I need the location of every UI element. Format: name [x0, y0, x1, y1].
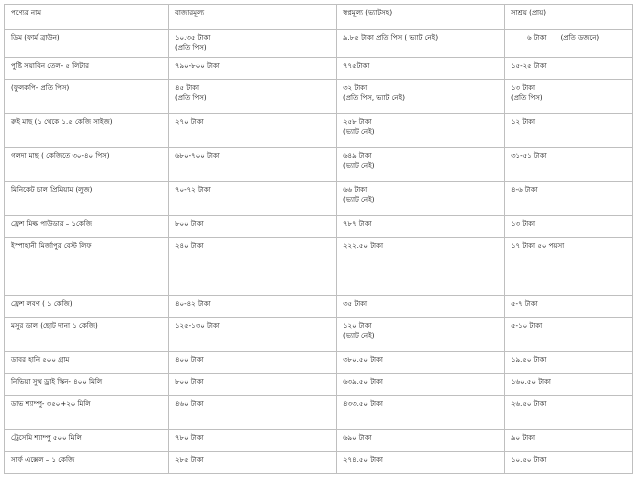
swapno-price-cell	[337, 352, 505, 374]
table-row	[5, 182, 633, 216]
savings-amount-cell	[505, 318, 633, 352]
market-price: (প্রতি পিস)	[175, 94, 207, 102]
swapno-price: ৪৩৩.৫০ টাকা	[343, 400, 383, 408]
table-row	[5, 114, 633, 148]
market-price-cell	[169, 30, 337, 58]
savings-amount: ১৫-২৫ টাকা	[511, 62, 547, 70]
swapno-price-cell	[337, 396, 505, 430]
header-product: পণ্যের নাম	[5, 5, 169, 30]
table-row	[5, 148, 633, 182]
market-price-cell	[169, 318, 337, 352]
swapno-price: ৩২ টাকা	[343, 84, 368, 92]
swapno-price-cell	[337, 238, 505, 296]
market-price: ২৭০ টাকা	[175, 118, 204, 126]
market-price-cell	[169, 396, 337, 430]
product-name: সার্ফ এক্সেল – ১ কেজি	[5, 452, 169, 474]
swapno-price: ২৭৪.৫০ টাকা	[343, 456, 383, 464]
table-row	[5, 318, 633, 352]
swapno-price: ২২২.৫০ টাকা	[343, 242, 383, 250]
savings-amount-cell	[505, 80, 633, 114]
swapno-price: ৯.৮৫ টাকা প্রতি পিস ( ভ্যাট নেই)	[343, 34, 439, 42]
product-name: গলদা মাছ ( কেজিতে ৩০-৪০ পিস)	[5, 148, 169, 182]
savings-amount: ৩১-৫১ টাকা	[511, 152, 547, 160]
savings-amount-cell	[505, 114, 633, 148]
savings-amount: ১৯.৫০ টাকা	[511, 356, 547, 364]
market-price-cell	[169, 452, 337, 474]
swapno-price: ৩৮০.৫০ টাকা	[343, 356, 383, 364]
market-price-cell	[169, 58, 337, 80]
swapno-price-cell	[337, 374, 505, 396]
savings-amount-cell	[505, 30, 633, 58]
table-row	[5, 58, 633, 80]
savings-amount-cell	[505, 352, 633, 374]
table-row	[5, 396, 633, 430]
swapno-price: (ভ্যাট নেই)	[343, 332, 375, 340]
swapno-price-cell	[337, 318, 505, 352]
swapno-price-cell	[337, 452, 505, 474]
savings-amount: ১৩ টাকা	[511, 220, 536, 228]
swapno-price-cell	[337, 296, 505, 318]
swapno-price: ৭৮৭ টাকা	[343, 220, 372, 228]
table-row	[5, 238, 633, 296]
market-price: ৮০০ টাকা	[175, 220, 204, 228]
market-price-cell	[169, 430, 337, 452]
table-row	[5, 80, 633, 114]
market-price: ২৪০ টাকা	[175, 242, 204, 250]
market-price: ৭৮০ টাকা	[175, 434, 204, 442]
savings-amount-cell	[505, 396, 633, 430]
market-price: ৪০-৪২ টাকা	[175, 300, 211, 308]
swapno-price-cell	[337, 114, 505, 148]
market-price: ৭৯০-৮০০ টাকা	[175, 62, 220, 70]
swapno-price: ৬৬ টাকা	[343, 186, 368, 194]
market-price: ৪৬০ টাকা	[175, 400, 204, 408]
swapno-price: ১২০ টাকা	[343, 322, 372, 330]
market-price: ১২৫-১৩০ টাকা	[175, 322, 220, 330]
savings-amount-cell	[505, 58, 633, 80]
product-name: মিনিকেট চাল প্রিমিয়াম (লুজ)	[5, 182, 169, 216]
savings-amount: ৬ টাকা	[527, 34, 547, 42]
product-name: নিভিয়া সুথ ড্রাই স্কিন- ৪০০ মিলি	[5, 374, 169, 396]
savings-amount-cell	[505, 238, 633, 296]
market-price: ১০.৩৫ টাকা	[175, 34, 211, 42]
product-name: ফ্রেশ মিল্ক পাউডার – ১কেজি	[5, 216, 169, 238]
product-name: ফ্রেশ লবণ ( ১ কেজি)	[5, 296, 169, 318]
product-name: রুই মাছ (১ থেকে ১.৫ কেজি সাইজ)	[5, 114, 169, 148]
savings-amount-cell	[505, 296, 633, 318]
market-price-cell	[169, 238, 337, 296]
savings-amount: ১২ টাকা	[511, 118, 536, 126]
savings-amount: ৫-১০ টাকা	[511, 322, 543, 330]
swapno-price: ৬৯০ টাকা	[343, 434, 372, 442]
swapno-price-cell	[337, 30, 505, 58]
table-row	[5, 430, 633, 452]
market-price: ২৮৫ টাকা	[175, 456, 204, 464]
market-price: ৪৫ টাকা	[175, 84, 200, 92]
savings-amount: ২৬.৫০ টাকা	[511, 400, 547, 408]
table-row	[5, 296, 633, 318]
header-market-price: বাজারমূল্য	[169, 5, 337, 30]
market-price-cell	[169, 80, 337, 114]
product-name: ডাবর হানি ৫০০ গ্রাম	[5, 352, 169, 374]
savings-amount: ১৭ টাকা ৫০ পয়সা	[511, 242, 565, 250]
table-row	[5, 352, 633, 374]
savings-amount-cell	[505, 430, 633, 452]
price-comparison-table	[4, 4, 633, 474]
swapno-price: ৩৫ টাকা	[343, 300, 368, 308]
market-price: (প্রতি পিস)	[175, 44, 207, 52]
swapno-price: (ভ্যাট নেই)	[343, 196, 375, 204]
savings-amount: (প্রতি পিস)	[511, 94, 543, 102]
savings-amount-cell	[505, 452, 633, 474]
product-name: ডিম (ফার্ম ব্রাউন)	[5, 30, 169, 58]
swapno-price: ৬৪৯ টাকা	[343, 152, 372, 160]
savings-amount-cell	[505, 182, 633, 216]
table-row	[5, 374, 633, 396]
product-name: ডাভ শ্যাম্পু- ৩৫০+২০ মিলি	[5, 396, 169, 430]
market-price-cell	[169, 296, 337, 318]
savings-amount: ১৬০.৫০ টাকা	[511, 378, 551, 386]
table-row	[5, 452, 633, 474]
header-savings: সাশ্রয় (প্রায়)	[505, 5, 633, 30]
swapno-price: (ভ্যাট নেই)	[343, 162, 375, 170]
market-price-cell	[169, 114, 337, 148]
savings-note: (প্রতি ডজনে)	[560, 34, 600, 42]
swapno-price-cell	[337, 430, 505, 452]
savings-amount-cell	[505, 148, 633, 182]
market-price-cell	[169, 148, 337, 182]
swapno-price-cell	[337, 148, 505, 182]
savings-amount-cell	[505, 374, 633, 396]
table-row	[5, 30, 633, 58]
swapno-price-cell	[337, 58, 505, 80]
product-name: ট্রেসেমি শ্যাম্পু ৫০০ মিলি	[5, 430, 169, 452]
swapno-price-cell	[337, 216, 505, 238]
market-price: ৮০০ টাকা	[175, 378, 204, 386]
swapno-price: ৬৩৯.৫০ টাকা	[343, 378, 383, 386]
savings-amount: ১০.৫০ টাকা	[511, 456, 547, 464]
product-name: (ফুলকপি- প্রতি পিস)	[5, 80, 169, 114]
market-price: ৪০০ টাকা	[175, 356, 204, 364]
swapno-price-cell	[337, 80, 505, 114]
product-name: ইস্পাহানী মির্জাপুর বেস্ট লিফ	[5, 238, 169, 296]
savings-amount: ১৩ টাকা	[511, 84, 536, 92]
table-row	[5, 216, 633, 238]
market-price: ৬৮০-৭০০ টাকা	[175, 152, 220, 160]
savings-amount-cell	[505, 216, 633, 238]
market-price-cell	[169, 352, 337, 374]
market-price-cell	[169, 216, 337, 238]
product-name: মসুর ডাল (ছোট দানা ১ কেজি)	[5, 318, 169, 352]
savings-amount: ৪-৬ টাকা	[511, 186, 538, 194]
swapno-price: (প্রতি পিস, ভ্যাট নেই)	[343, 94, 405, 102]
swapno-price: ২৫৮ টাকা	[343, 118, 372, 126]
header-row	[5, 5, 633, 30]
swapno-price: ৭৭৫টাকা	[343, 62, 370, 70]
swapno-price-cell	[337, 182, 505, 216]
savings-amount: ৫-৭ টাকা	[511, 300, 538, 308]
product-name: পুষ্টি সয়াবিন তেল- ৫ লিটার	[5, 58, 169, 80]
header-swapno-price: স্বপ্নমূল্য (ভ্যাটসহ)	[337, 5, 505, 30]
market-price: ৭০-৭২ টাকা	[175, 186, 211, 194]
market-price-cell	[169, 374, 337, 396]
savings-amount: ৯০ টাকা	[511, 434, 536, 442]
market-price-cell	[169, 182, 337, 216]
swapno-price: (ভ্যাট নেই)	[343, 128, 375, 136]
